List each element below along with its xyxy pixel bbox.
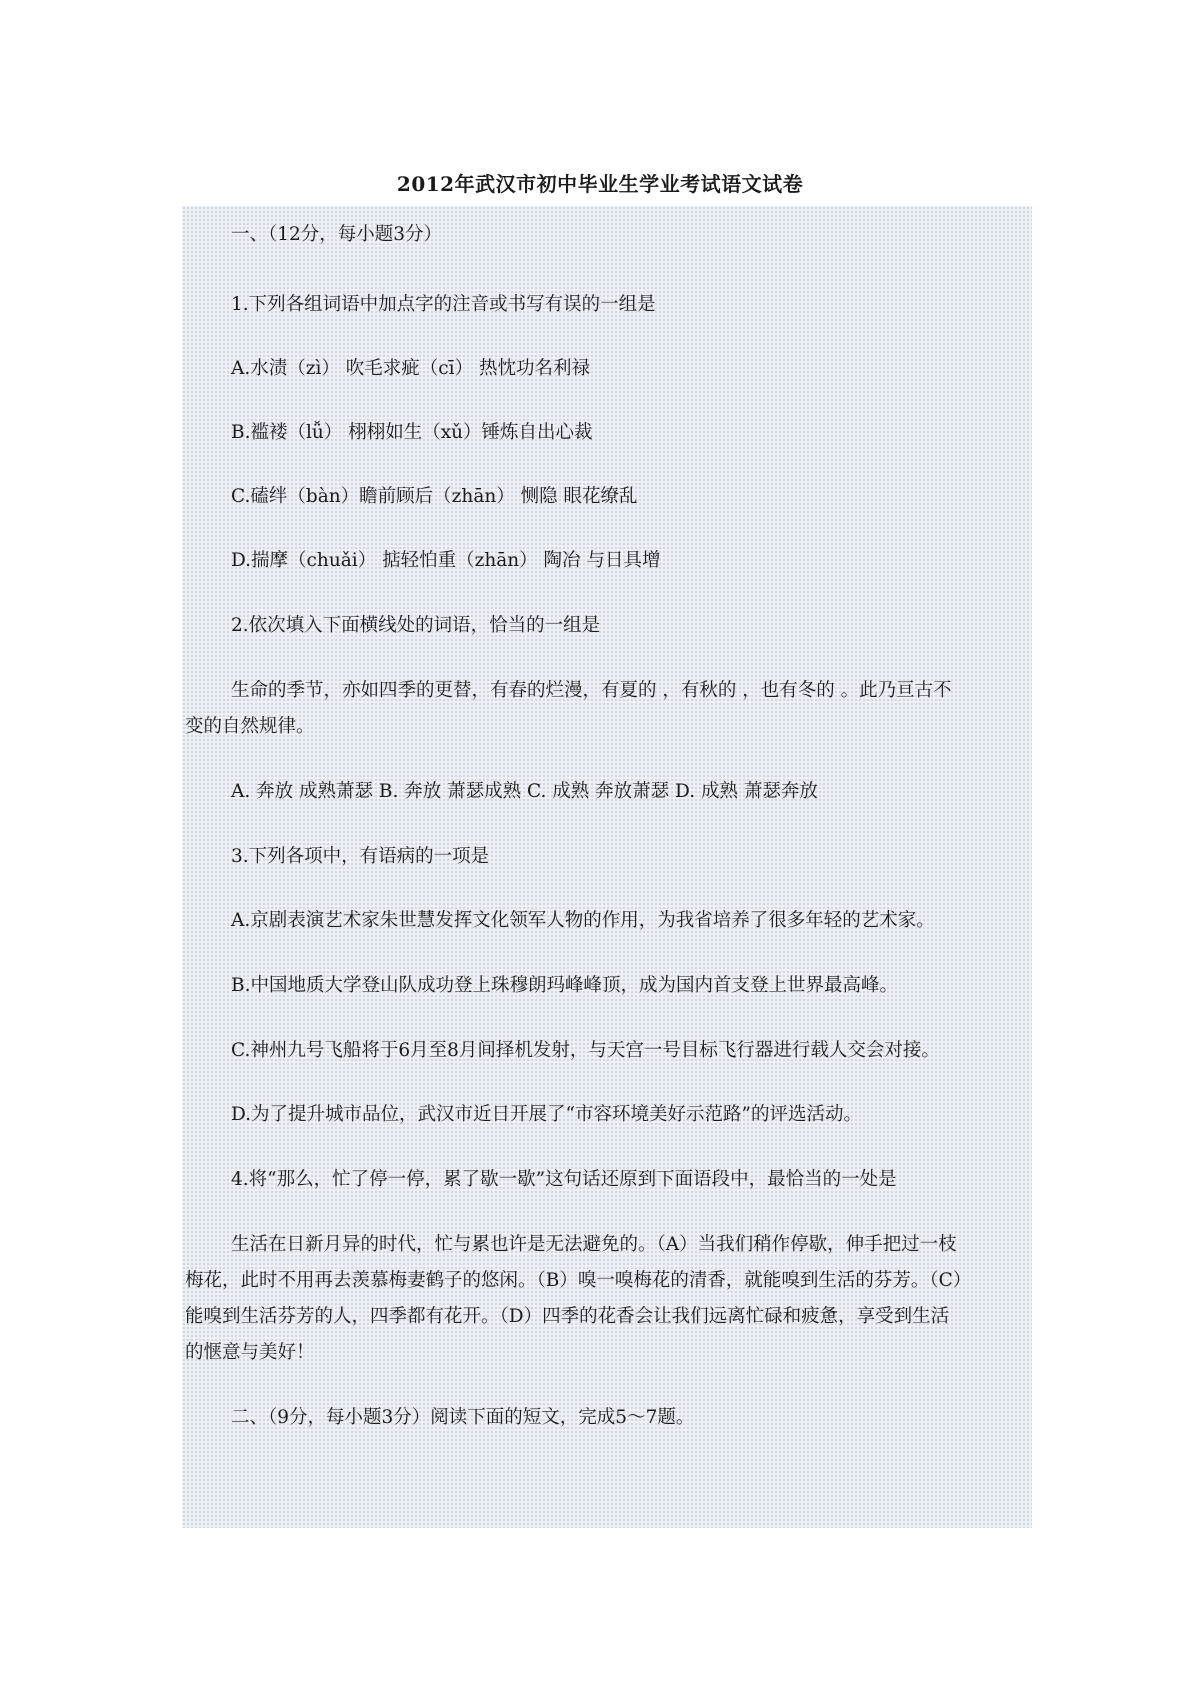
section-heading: 二、（9分，每小题3分）阅读下面的短文，完成5～7题。 — [231, 1407, 695, 1428]
answer-option: A. 奔放 成熟萧瑟 B. 奔放 萧瑟成熟 C. 成熟 奔放萧瑟 D. 成熟 萧瑟奔放 — [231, 781, 818, 802]
question-stem: 2.依次填入下面横线处的词语，恰当的一组是 — [231, 615, 601, 636]
passage-line: 的惬意与美好！ — [185, 1342, 315, 1363]
passage-line: 生活在日新月异的时代，忙与累也许是无法避免的。（A）当我们稍作停歇，伸手把过一枝 — [231, 1234, 957, 1255]
question-stem: 4.将“那么，忙了停一停，累了歇一歇”这句话还原到下面语段中，最恰当的一处是 — [231, 1169, 897, 1190]
section-heading: 一、（12分，每小题3分） — [231, 224, 443, 245]
answer-option: B.褴褛（lǚ） 栩栩如生（xǔ）锤炼自出心裁 — [231, 422, 593, 443]
passage-line: 生命的季节，亦如四季的更替，有春的烂漫，有夏的 ，有秋的 ，也有冬的 。此乃亘古不 — [231, 680, 952, 701]
passage-line: 梅花，此时不用再去羡慕梅妻鹤子的悠闲。（B）嗅一嗅梅花的清香，就能嗅到生活的芬芳。（C） — [185, 1270, 972, 1291]
passage-line: 能嗅到生活芬芳的人，四季都有花开。（D）四季的花香会让我们远离忙碌和疲惫，享受到生活 — [185, 1306, 950, 1327]
document-title: 2012年武汉市初中毕业生学业考试语文试卷 — [396, 172, 804, 196]
answer-option: C.磕绊（bàn）瞻前顾后（zhān） 恻隐 眼花缭乱 — [231, 486, 638, 507]
answer-option: C.神州九号飞船将于6月至8月间择机发射，与天宫一号目标飞行器进行载人交会对接。 — [231, 1040, 940, 1061]
document-body — [182, 206, 1032, 1528]
answer-option: A.水渍（zì） 吹毛求疵（cī） 热忱功名利禄 — [231, 358, 590, 379]
answer-option: D.为了提升城市品位，武汉市近日开展了“市容环境美好示范路”的评选活动。 — [231, 1104, 862, 1125]
answer-option: D.揣摩（chuǎi） 掂轻怕重（zhān） 陶冶 与日具增 — [231, 550, 661, 571]
question-stem: 1.下列各组词语中加点字的注音或书写有误的一组是 — [231, 294, 656, 315]
answer-option: B.中国地质大学登山队成功登上珠穆朗玛峰峰顶，成为国内首支登上世界最高峰。 — [231, 975, 898, 996]
answer-option: A.京剧表演艺术家朱世慧发挥文化领军人物的作用，为我省培养了很多年轻的艺术家。 — [231, 910, 935, 931]
question-stem: 3.下列各项中，有语病的一项是 — [231, 846, 490, 867]
passage-line: 变的自然规律。 — [185, 716, 315, 737]
